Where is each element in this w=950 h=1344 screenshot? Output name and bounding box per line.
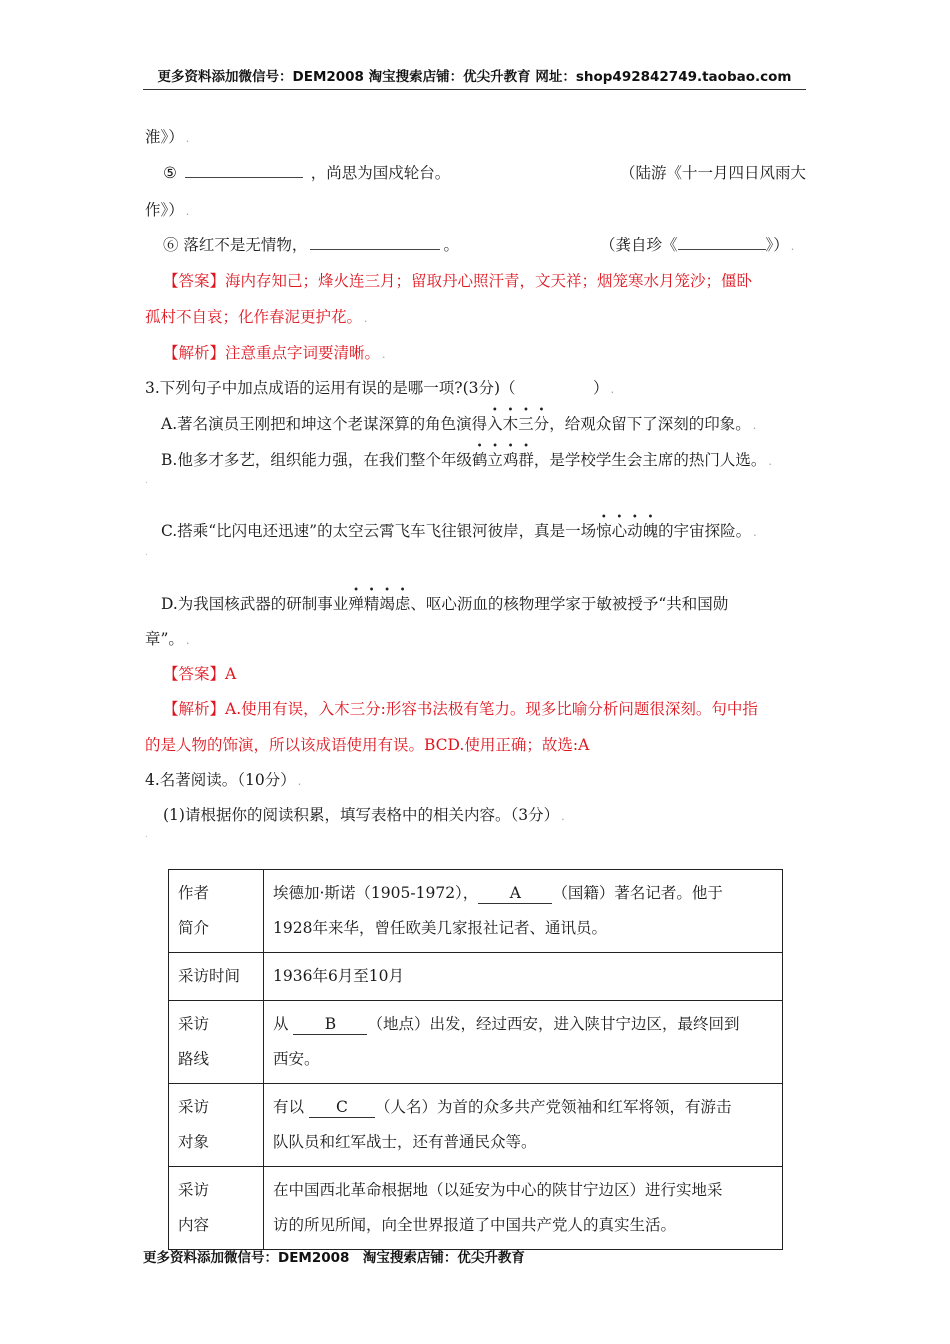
table-key: 采访 路线	[169, 1001, 264, 1084]
poem-line-5: ⑤ ，尚思为国戍轮台。 （陆游《十一月四日风雨大	[163, 164, 806, 182]
question-4: 4.名著阅读。（10分） .	[145, 771, 302, 789]
option-c: C.搭乘“比闪电还迅速”的太空云霄飞车飞往银河彼岸，真是一场惊心动魄的宇宙探险。 .	[161, 522, 757, 540]
table-row	[169, 870, 783, 953]
poem-source-line: 淮》） .	[145, 128, 190, 146]
option-a: A.著名演员王刚把和坤这个老谋深算的角色演得入木三分，给观众留下了深刻的印象。 .	[161, 415, 757, 433]
table-value: 有以 C （人名）为首的众多共产党领袖和红军将领，有游击 队队员和红军战士，还有普通民众等。	[264, 1084, 783, 1167]
table-key: 采访时间	[169, 953, 264, 1001]
page-footer: 更多资料添加微信号：DEM2008 淘宝搜索店铺：优尖升教育	[143, 1250, 525, 1266]
table-row	[169, 953, 783, 1001]
question-3: 3.下列句子中加点成语的运用有误的是哪一项?(3分)（ ） .	[145, 379, 615, 397]
answer-blank	[310, 235, 440, 250]
answer-2: 【答案】海内存知己；烽火连三月；留取丹心照汗青，文天祥；烟笼寒水月笼沙；僵卧	[163, 272, 753, 290]
page-header: 更多资料添加微信号：DEM2008 淘宝搜索店铺：优尖升教育 网址：shop492842749.taobao.com	[143, 66, 806, 90]
answer-blank	[185, 163, 303, 178]
table-key: 采访 对象	[169, 1084, 264, 1167]
poem-line-6: ⑥ 落红不是无情物， 。 （龚自珍《 》） .	[163, 236, 795, 254]
explanation-2: 【解析】注意重点字词要清晰。 .	[163, 344, 386, 362]
table-value: 从 B （地点）出发，经过西安，进入陕甘宁边区，最终回到 西安。	[264, 1001, 783, 1084]
info-table	[168, 869, 783, 1250]
table-key: 采访 内容	[169, 1167, 264, 1250]
explanation-3-cont: 的是人物的饰演，所以该成语使用有误。BCD.使用正确；故选:A	[145, 736, 590, 754]
answer-blank-b: B	[293, 1014, 367, 1035]
table-key: 作者 简介	[169, 870, 264, 953]
option-d: D.为我国核武器的研制事业殚精竭虑、呕心沥血的核物理学家于敏被授予“共和国勋	[161, 595, 729, 613]
table-value: 埃德加·斯诺（1905-1972）， A （国籍）著名记者。他于 1928年来华，曾任欧美几家报社记者、通讯员。	[264, 870, 783, 953]
answer-3: 【答案】A	[163, 665, 237, 683]
table-value: 1936年6月至10月	[264, 953, 783, 1001]
table-row	[169, 1001, 783, 1084]
option-d-cont: 章”。 .	[145, 630, 190, 648]
poem-source-line: 作》） .	[145, 201, 190, 219]
question-4-1: (1)请根据你的阅读积累，填写表格中的相关内容。（3分） .	[163, 806, 565, 824]
table-value: 在中国西北革命根据地（以延安为中心的陕甘宁边区）进行实地采 访的所见所闻，向全世界报道了中国共产党人的真实生活。	[264, 1167, 783, 1250]
answer-blank-c: C	[309, 1097, 375, 1118]
table-row	[169, 1084, 783, 1167]
option-b: B.他多才多艺，组织能力强，在我们整个年级鹤立鸡群，是学校学生会主席的热门人选。 .	[161, 451, 772, 469]
answer-blank-a: A	[478, 883, 552, 904]
answer-2-cont: 孤村不自哀；化作春泥更护花。 .	[145, 308, 368, 326]
answer-blank	[678, 235, 766, 250]
explanation-3: 【解析】A.使用有误，入木三分:形容书法极有笔力。现多比喻分析问题很深刻。句中指	[163, 700, 758, 718]
table-row	[169, 1167, 783, 1250]
